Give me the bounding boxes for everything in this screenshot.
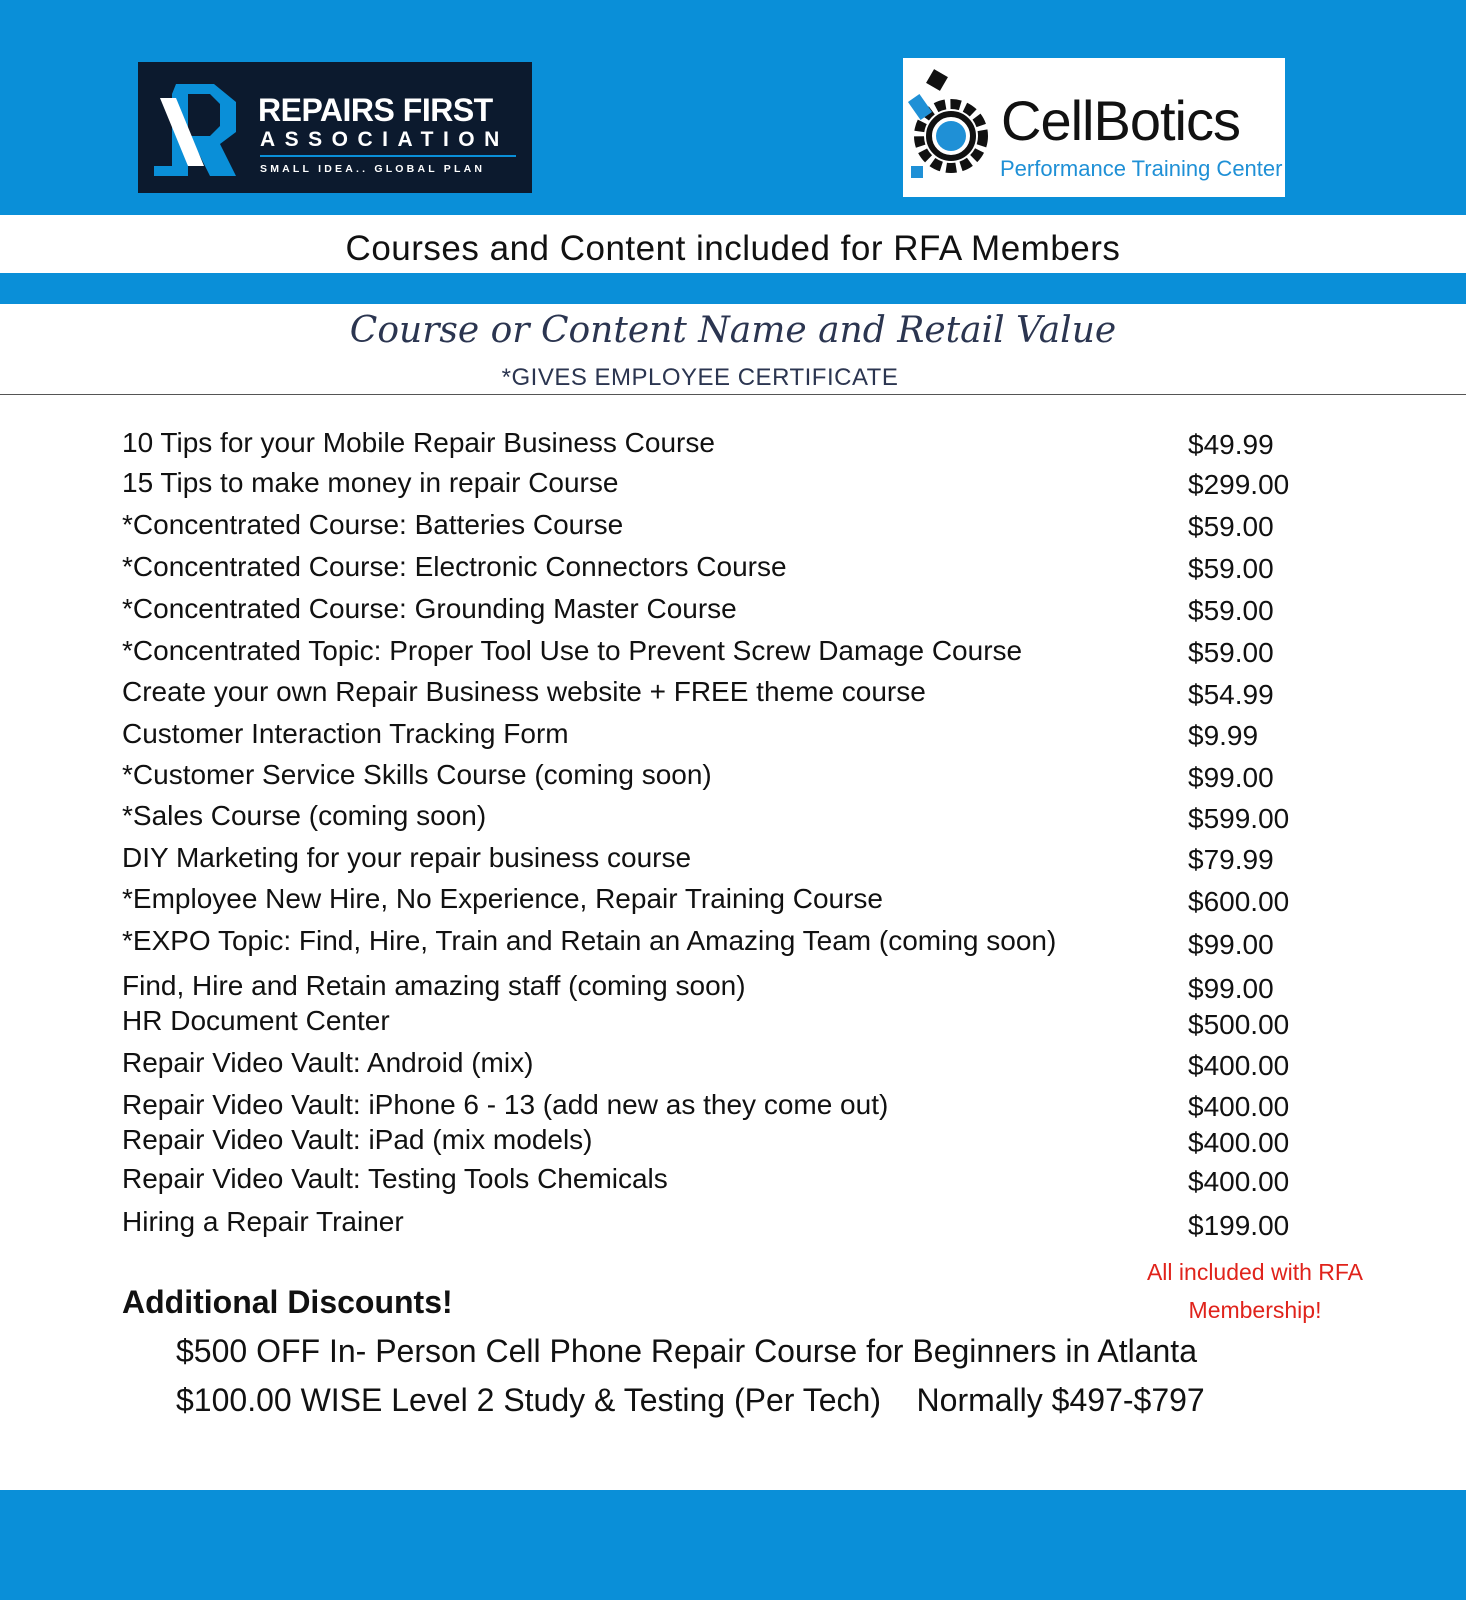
course-price: $59.00 bbox=[1188, 637, 1274, 668]
cellbotics-logo-name: CellBotics bbox=[1001, 89, 1240, 152]
rfa-logo-tagline: SMALL IDEA.. GLOBAL PLAN bbox=[260, 163, 486, 175]
course-name: *Concentrated Course: Batteries Course bbox=[122, 509, 624, 540]
course-price: $400.00 bbox=[1188, 1091, 1290, 1122]
divider-band bbox=[0, 273, 1466, 304]
course-name: *EXPO Topic: Find, Hire, Train and Retain an Amazing Team (coming soon) bbox=[122, 925, 1057, 956]
rfa-logo-rule bbox=[260, 155, 516, 157]
course-price: $59.00 bbox=[1188, 595, 1274, 626]
course-price: $59.00 bbox=[1188, 511, 1274, 542]
course-name: Repair Video Vault: Android (mix) bbox=[122, 1047, 534, 1078]
course-name: Create your own Repair Business website + FREE theme course bbox=[122, 676, 926, 707]
bottom-banner bbox=[0, 1490, 1466, 1600]
discounts-title: Additional Discounts! bbox=[122, 1284, 453, 1320]
course-price: $400.00 bbox=[1188, 1127, 1290, 1158]
list-heading: Course or Content Name and Retail Value bbox=[349, 310, 1117, 351]
course-name: Repair Video Vault: iPad (mix models) bbox=[122, 1124, 593, 1155]
course-price: $49.99 bbox=[1188, 429, 1274, 460]
rfa-logo-name: REPAIRS FIRST bbox=[258, 92, 493, 128]
course-price: $79.99 bbox=[1188, 844, 1274, 875]
course-price: $99.00 bbox=[1188, 929, 1274, 960]
course-name: HR Document Center bbox=[122, 1005, 390, 1036]
included-note-line: All included with RFA bbox=[1146, 1259, 1364, 1285]
course-name: *Sales Course (coming soon) bbox=[122, 800, 487, 831]
course-price: $59.00 bbox=[1188, 553, 1274, 584]
certificate-note: *GIVES EMPLOYEE CERTIFICATE bbox=[501, 364, 899, 391]
course-price: $600.00 bbox=[1188, 886, 1290, 917]
course-price: $599.00 bbox=[1188, 803, 1290, 834]
rfa-r-mark-icon bbox=[144, 74, 244, 184]
course-price: $54.99 bbox=[1188, 679, 1274, 710]
course-name: *Concentrated Topic: Proper Tool Use to Prevent Screw Damage Course bbox=[122, 635, 1023, 666]
course-price: $99.00 bbox=[1188, 973, 1274, 1004]
course-name: Repair Video Vault: iPhone 6 - 13 (add new as they come out) bbox=[122, 1089, 889, 1120]
discount-line: $100.00 WISE Level 2 Study & Testing (Per Tech) Normally $497-$797 bbox=[176, 1382, 1205, 1418]
course-name: Customer Interaction Tracking Form bbox=[122, 718, 569, 749]
rfa-logo-association: ASSOCIATION bbox=[260, 128, 509, 151]
course-price: $500.00 bbox=[1188, 1009, 1290, 1040]
repairs-first-logo bbox=[138, 62, 532, 193]
course-name: *Customer Service Skills Course (coming soon) bbox=[122, 759, 712, 790]
course-name: *Employee New Hire, No Experience, Repair Training Course bbox=[122, 883, 884, 914]
course-price: $400.00 bbox=[1188, 1166, 1290, 1197]
course-price: $99.00 bbox=[1188, 762, 1274, 793]
course-name: *Concentrated Course: Electronic Connectors Course bbox=[122, 551, 787, 582]
gear-icon bbox=[907, 68, 1003, 188]
cellbotics-logo bbox=[903, 58, 1285, 197]
divider bbox=[0, 394, 1466, 395]
page-title: Courses and Content included for RFA Members bbox=[345, 229, 1121, 268]
course-name: 10 Tips for your Mobile Repair Business Course bbox=[122, 427, 715, 458]
discount-line: $500 OFF In- Person Cell Phone Repair Course for Beginners in Atlanta bbox=[176, 1333, 1197, 1369]
course-name: Hiring a Repair Trainer bbox=[122, 1206, 404, 1237]
included-note bbox=[1130, 1253, 1380, 1329]
course-name: Repair Video Vault: Testing Tools Chemicals bbox=[122, 1163, 668, 1194]
course-price: $199.00 bbox=[1188, 1210, 1290, 1241]
course-name: *Concentrated Course: Grounding Master Course bbox=[122, 593, 737, 624]
course-name: 15 Tips to make money in repair Course bbox=[122, 467, 619, 498]
course-price: $9.99 bbox=[1188, 720, 1259, 751]
cellbotics-logo-subtitle: Performance Training Center bbox=[1000, 156, 1283, 181]
course-price: $299.00 bbox=[1188, 469, 1290, 500]
course-name: DIY Marketing for your repair business course bbox=[122, 842, 692, 873]
course-price: $400.00 bbox=[1188, 1050, 1290, 1081]
included-note-line: Membership! bbox=[1188, 1297, 1322, 1323]
course-name: Find, Hire and Retain amazing staff (coming soon) bbox=[122, 970, 746, 1001]
